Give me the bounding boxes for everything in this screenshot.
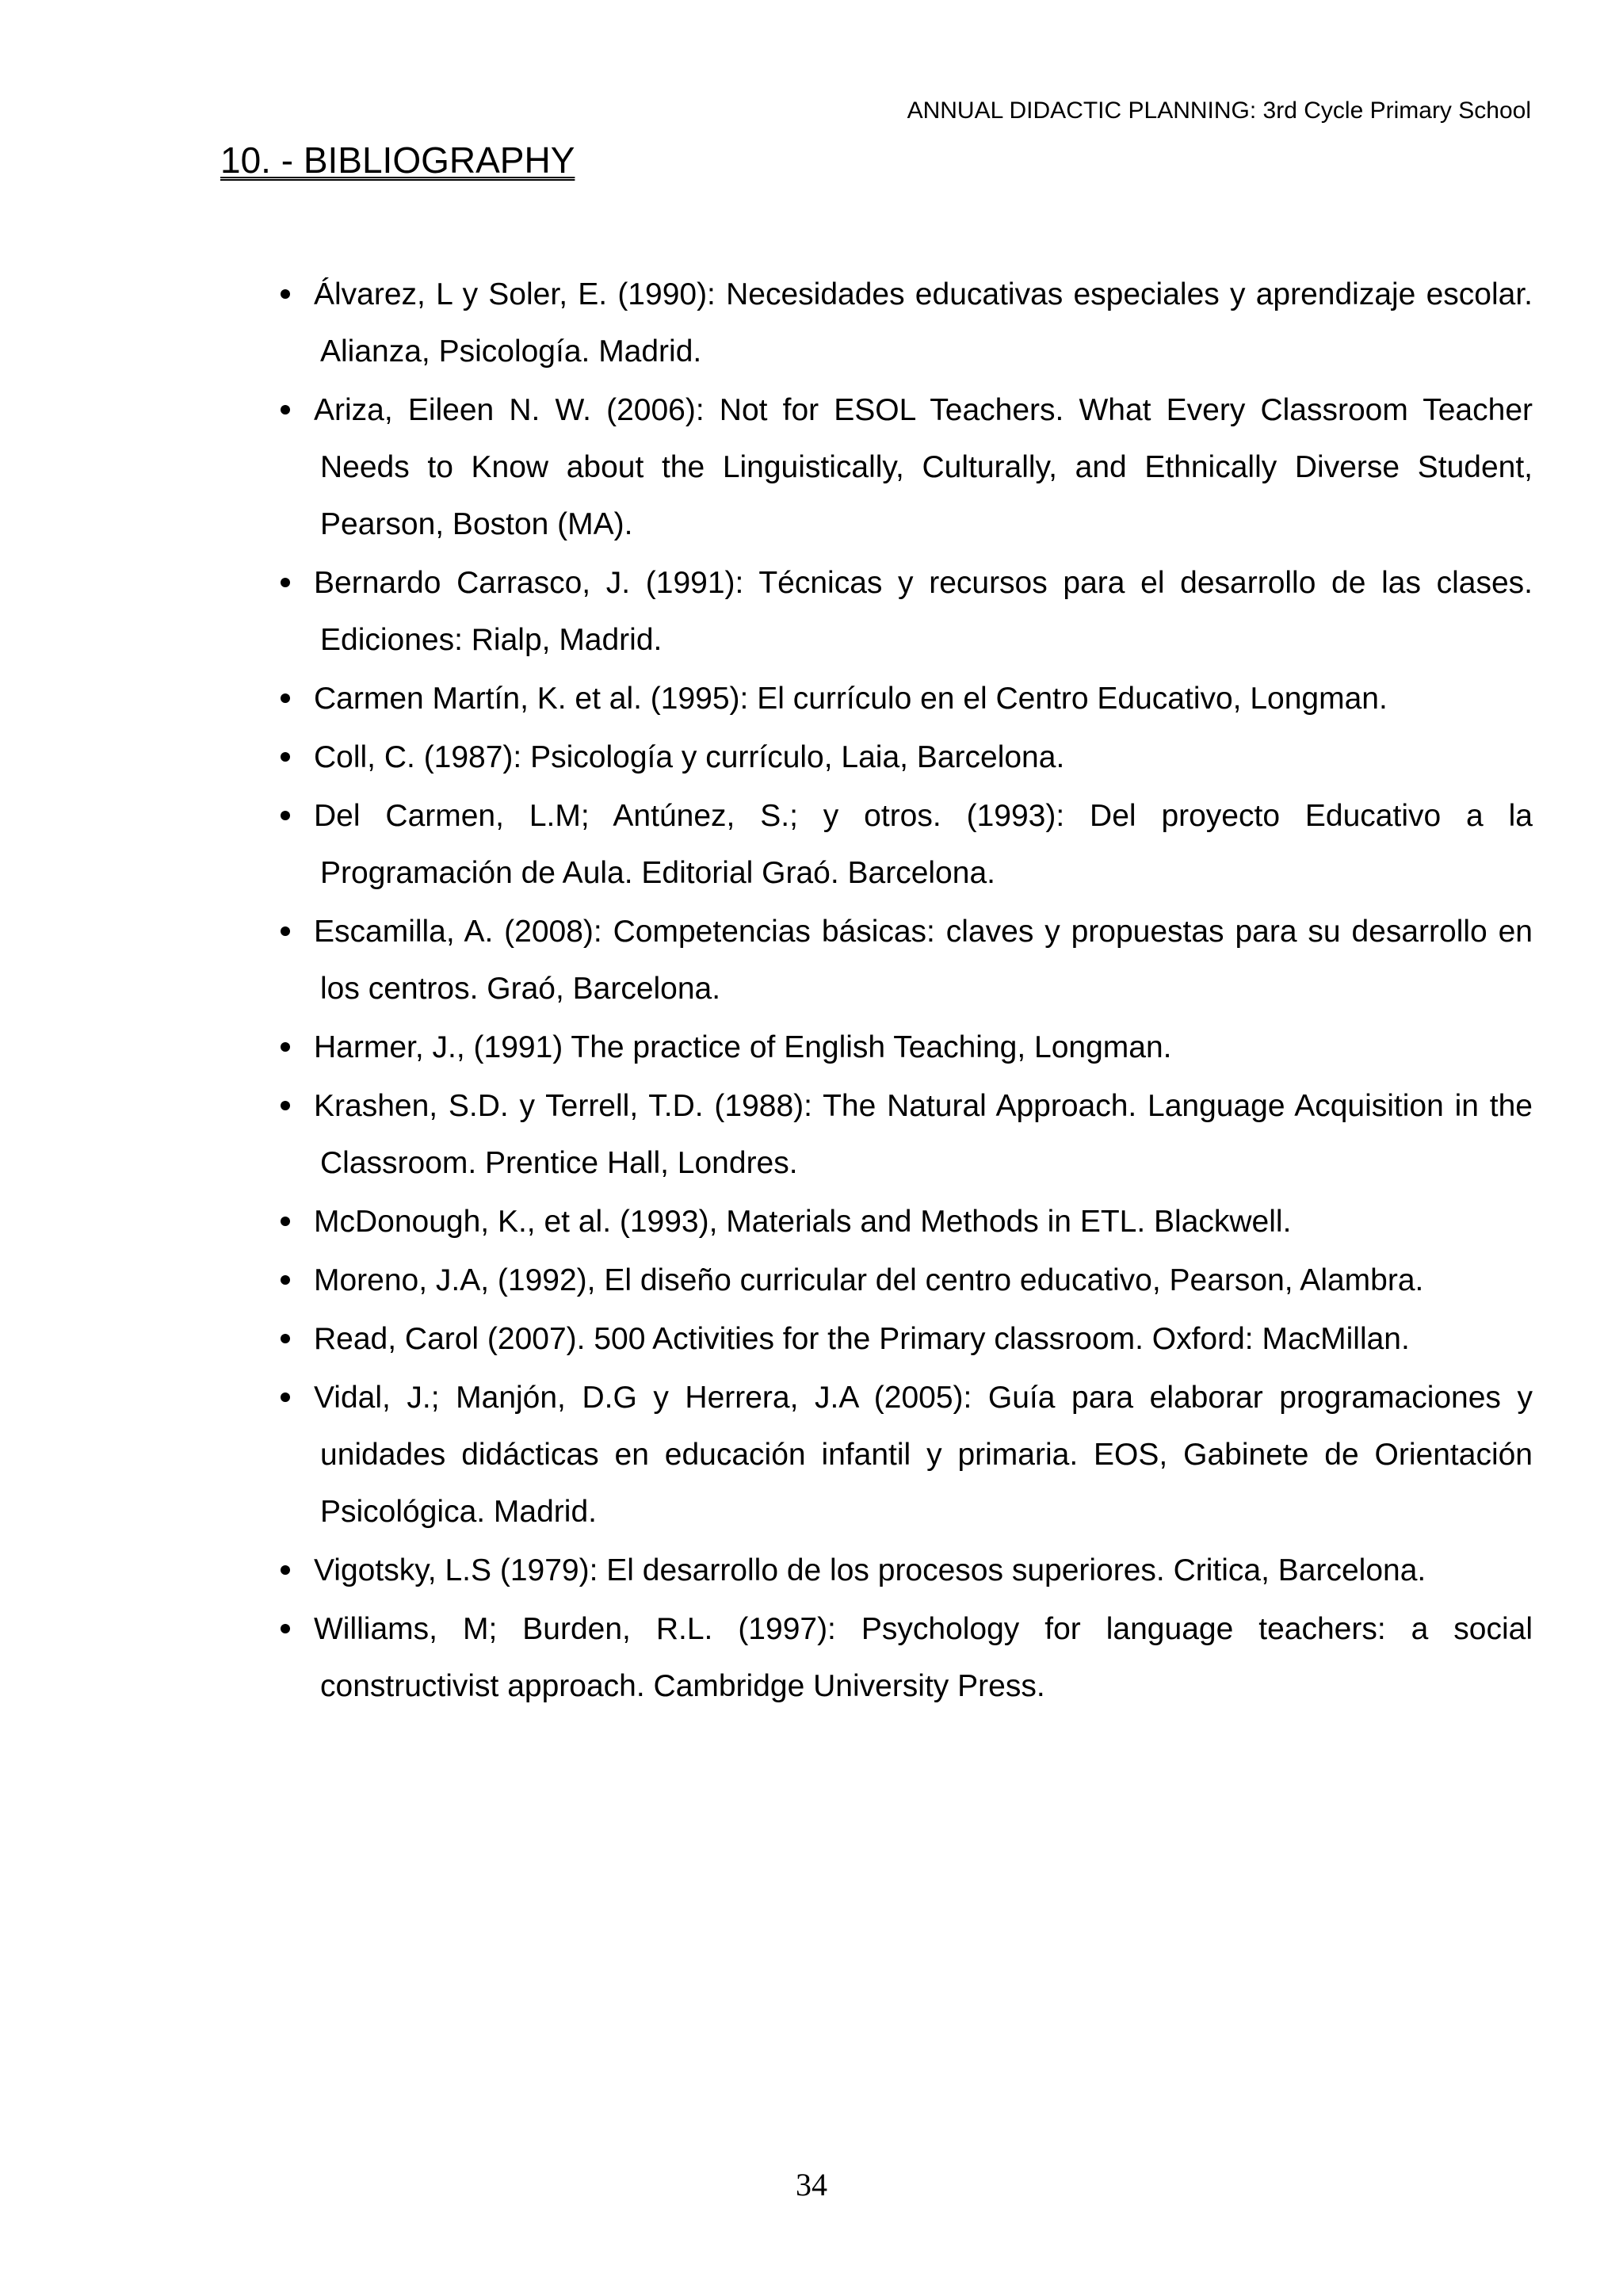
- bullet-icon: [269, 1542, 301, 1599]
- bullet-icon: [269, 555, 301, 612]
- bibliography-entry: [269, 1542, 1533, 1599]
- bullet-icon: [269, 729, 301, 786]
- bullet-icon: [269, 1194, 301, 1251]
- bullet-icon: [269, 1601, 301, 1658]
- bibliography-entry-text: Vigotsky, L.S (1979): El desarrollo de los procesos superiores. Critica, Barcelona.: [314, 1553, 1426, 1587]
- bibliography-entry-text: McDonough, K., et al. (1993), Materials and Methods in ETL. Blackwell.: [314, 1205, 1292, 1239]
- bibliography-entry-text: Del Carmen, L.M; Antúnez, S.; y otros. (1993): Del proyecto Educativo a la Programación de Aula. Editorial Graó. Barcelona.: [314, 799, 1533, 890]
- bullet-icon: [269, 1370, 301, 1427]
- bibliography-entry: [269, 382, 1533, 553]
- bibliography-entry: [269, 1311, 1533, 1368]
- bibliography-entry-text: Moreno, J.A, (1992), El diseño curricular del centro educativo, Pearson, Alambra.: [314, 1263, 1424, 1297]
- page-number: 34: [796, 2167, 827, 2202]
- running-header: ANNUAL DIDACTIC PLANNING: 3rd Cycle Primary School: [907, 97, 1531, 124]
- bibliography-entry: [269, 729, 1533, 786]
- bibliography-entry-text: Carmen Martín, K. et al. (1995): El currículo en el Centro Educativo, Longman.: [314, 682, 1388, 716]
- bibliography-entry-text: Coll, C. (1987): Psicología y currículo, Laia, Barcelona.: [314, 740, 1065, 774]
- bullet-icon: [269, 1078, 301, 1135]
- bullet-icon: [269, 904, 301, 961]
- bibliography-entry: [269, 1078, 1533, 1192]
- bibliography-entry-text: Álvarez, L y Soler, E. (1990): Necesidades educativas especiales y aprendizaje escolar. Alianza, Psicología. Madrid.: [314, 277, 1533, 369]
- bibliography-entry-text: Vidal, J.; Manjón, D.G y Herrera, J.A (2005): Guía para elaborar programaciones y unidades didácticas en educación infantil y primaria. EOS, Gabinete de Orientación Psicológica. Madrid.: [314, 1381, 1533, 1529]
- bibliography-entry: [269, 1019, 1533, 1076]
- bullet-icon: [269, 788, 301, 845]
- bibliography-entry-text: Read, Carol (2007). 500 Activities for the Primary classroom. Oxford: MacMillan.: [314, 1322, 1410, 1356]
- bibliography-entry: [269, 555, 1533, 669]
- bibliography-entry: [269, 1252, 1533, 1309]
- bibliography-entry-text: Krashen, S.D. y Terrell, T.D. (1988): The Natural Approach. Language Acquisition in the Classroom. Prentice Hall, Londres.: [314, 1089, 1533, 1180]
- bibliography-list: [269, 266, 1533, 1717]
- bullet-icon: [269, 382, 301, 439]
- bibliography-entry: [269, 1370, 1533, 1541]
- bibliography-entry-text: Harmer, J., (1991) The practice of English Teaching, Longman.: [314, 1030, 1172, 1064]
- bibliography-entry: [269, 1601, 1533, 1715]
- bullet-icon: [269, 670, 301, 728]
- bibliography-entry: [269, 1194, 1533, 1251]
- bibliography-entry: [269, 670, 1533, 728]
- bibliography-entry: [269, 788, 1533, 902]
- bibliography-entry-text: Williams, M; Burden, R.L. (1997): Psychology for language teachers: a social constructivist approach. Cambridge University Press.: [314, 1612, 1533, 1703]
- section-title: 10. - BIBLIOGRAPHY: [220, 139, 575, 181]
- bibliography-entry-text: Escamilla, A. (2008): Competencias básicas: claves y propuestas para su desarrollo en los centros. Graó, Barcelona.: [314, 915, 1533, 1006]
- bibliography-entry: [269, 266, 1533, 380]
- bullet-icon: [269, 1252, 301, 1309]
- bibliography-entry-text: Bernardo Carrasco, J. (1991): Técnicas y recursos para el desarrollo de las clases. Ediciones: Rialp, Madrid.: [314, 566, 1533, 657]
- bullet-icon: [269, 266, 301, 323]
- bullet-icon: [269, 1019, 301, 1076]
- bullet-icon: [269, 1311, 301, 1368]
- bibliography-entry-text: Ariza, Eileen N. W. (2006): Not for ESOL Teachers. What Every Classroom Teacher Needs to Know about the Linguistically, Culturally, and Ethnically Diverse Student, Pearson, Boston (MA).: [314, 393, 1533, 541]
- bibliography-entry: [269, 904, 1533, 1018]
